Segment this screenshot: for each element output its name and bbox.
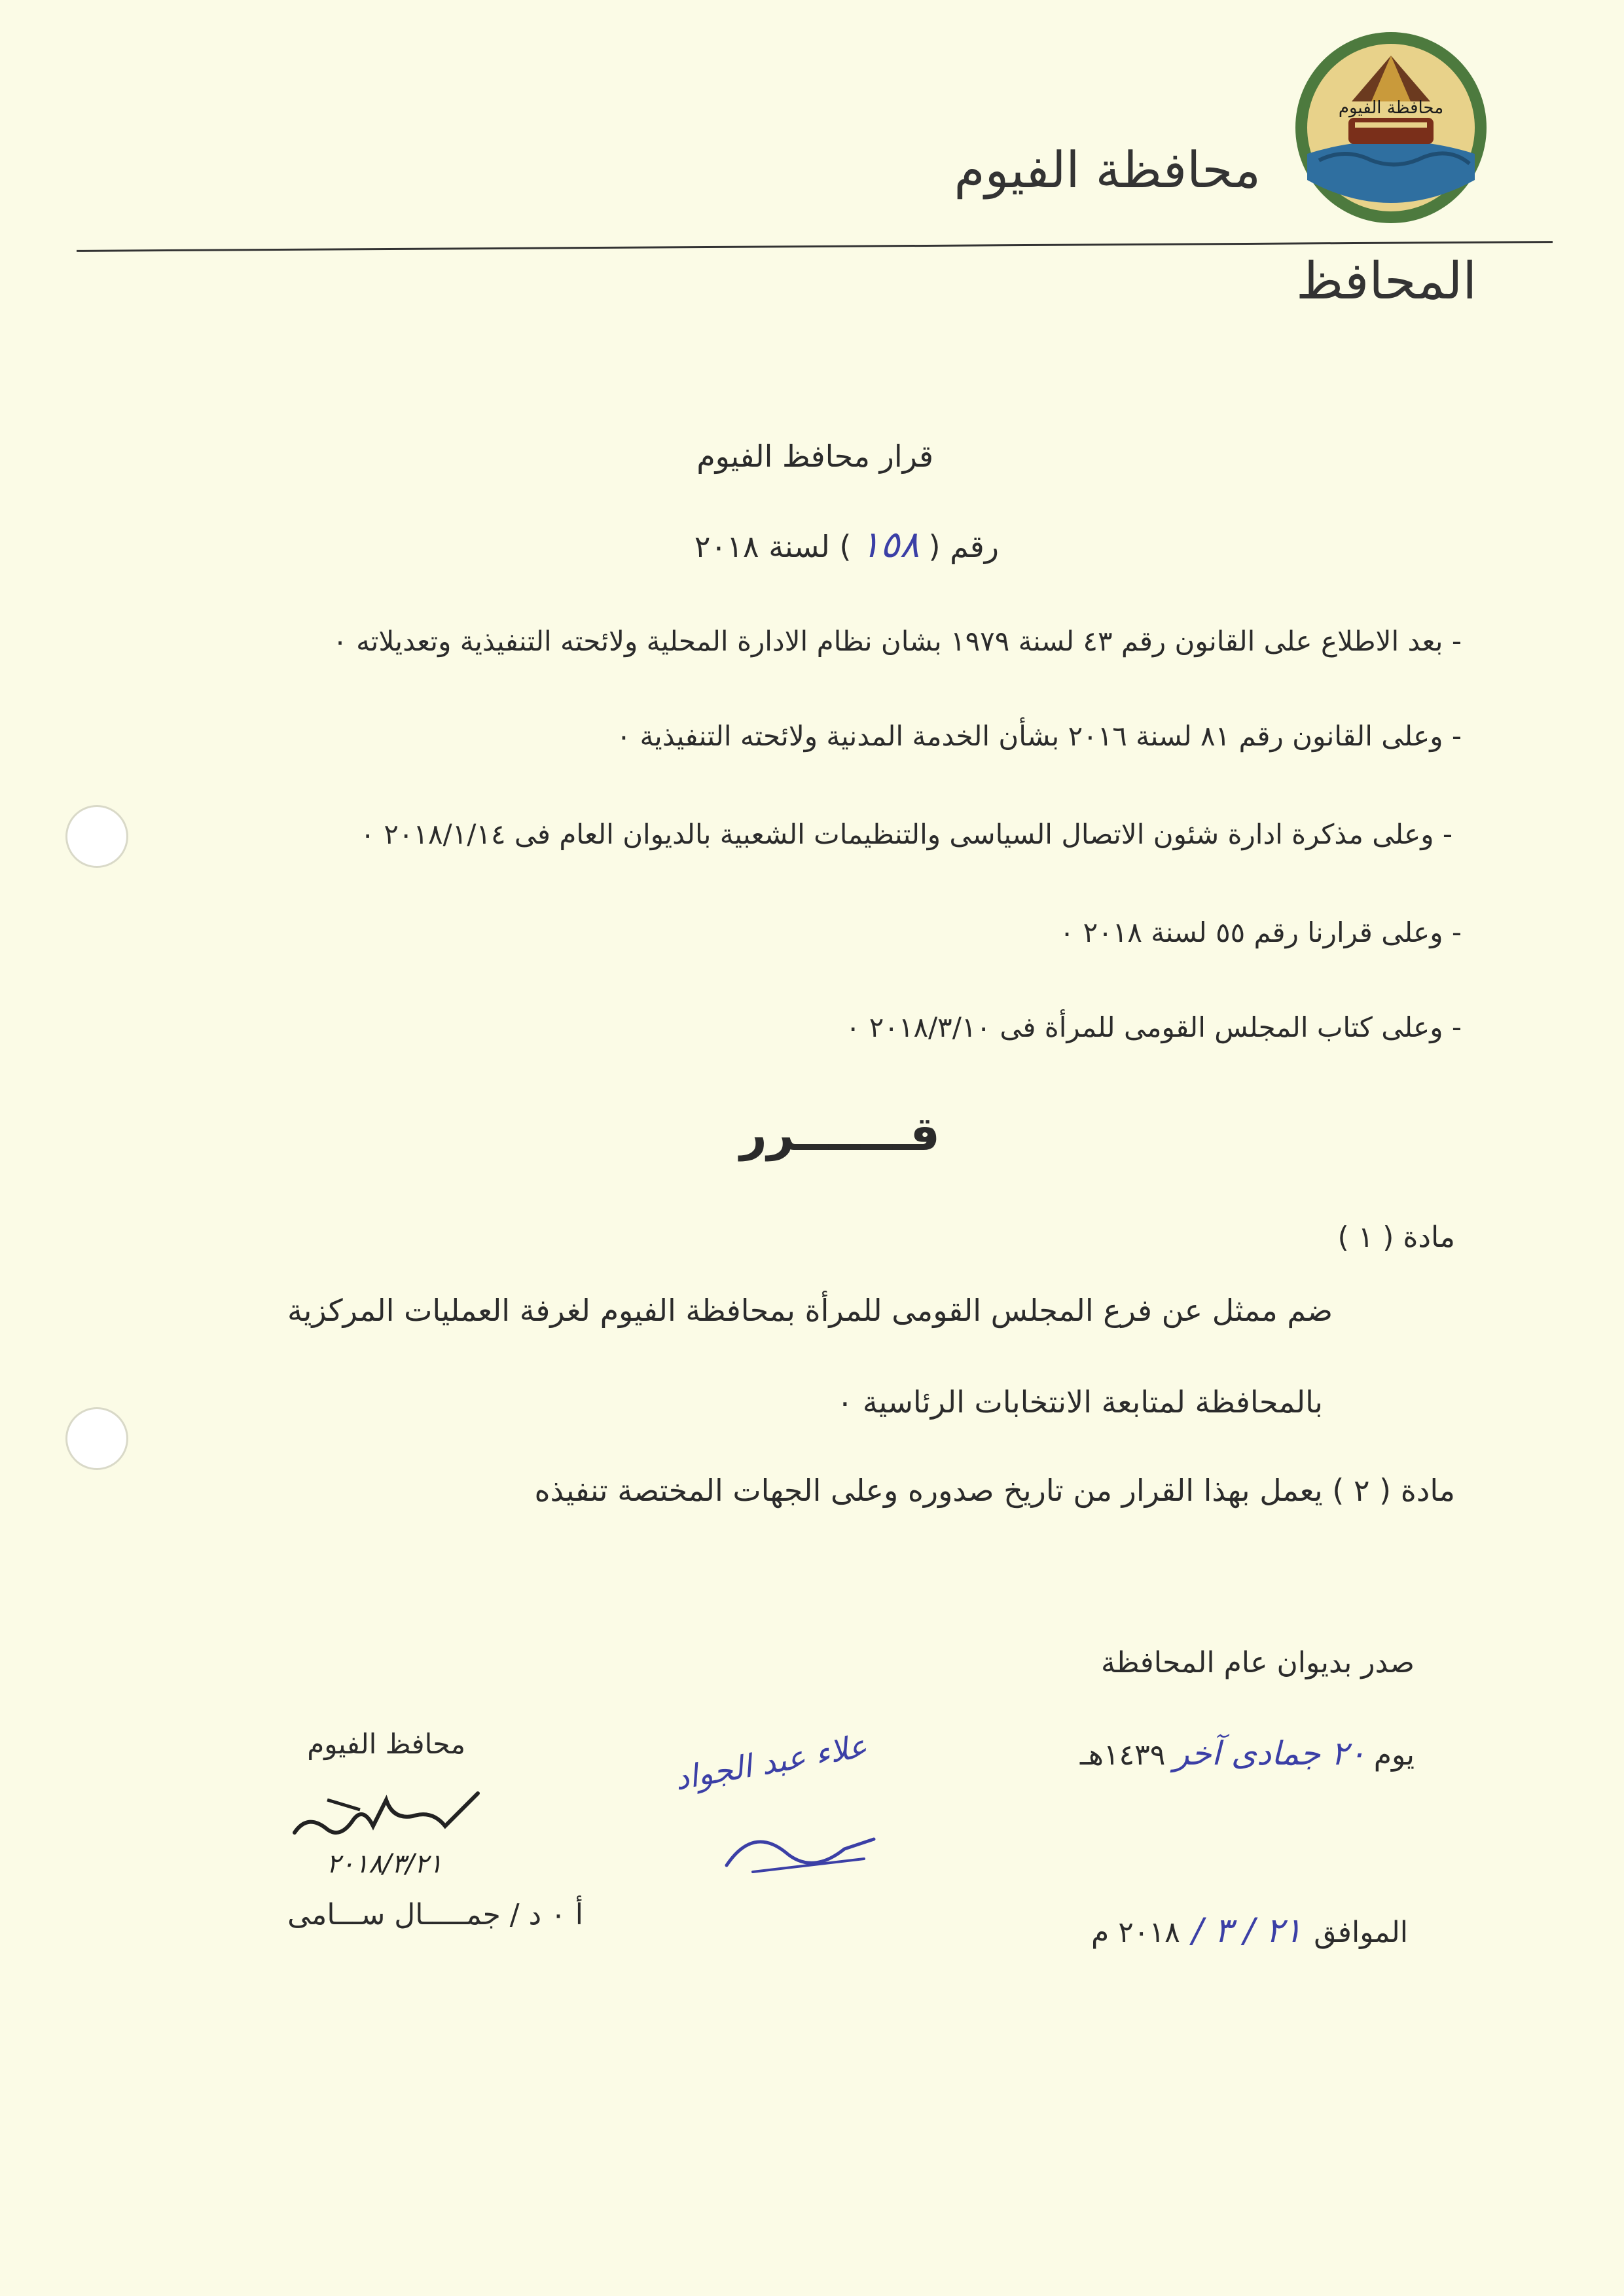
decree-number	[695, 524, 999, 566]
header-rule	[77, 241, 1553, 252]
reviewer-name-handwritten: علاء عبد الجواد	[672, 1727, 870, 1798]
punch-hole-top	[65, 805, 128, 868]
article-1-line-2: بالمحافظة لمتابعة الانتخابات الرئاسية ٠	[837, 1384, 1323, 1420]
governorate-name: محافظة الفيوم	[954, 141, 1261, 199]
office-title: المحافظ	[1296, 252, 1477, 311]
issued-greg-label: الموافق	[1314, 1916, 1408, 1949]
seal-text: محافظة الفيوم	[1338, 98, 1444, 118]
article-2: مادة ( ٢ ) يعمل بهذا القرار من تاريخ صدوره وعلى الجهات المختصة تنفيذه	[534, 1473, 1455, 1508]
decree-number-prefix: رقم (	[928, 529, 999, 564]
preamble-line-5: - وعلى كتاب المجلس القومى للمرأة فى ٢٠١٨/٣/١٠ ٠	[845, 1011, 1462, 1043]
issued-day-label: يوم	[1373, 1738, 1415, 1772]
issued-greg-handwritten: ٢١ / ٣ /	[1191, 1911, 1303, 1950]
signatory-name: أ ٠ د / جمـــــال ســـامى	[287, 1898, 583, 1931]
article-1-label: مادة ( ١ )	[1337, 1221, 1455, 1254]
preamble-line-3: - وعلى مذكرة ادارة شئون الاتصال السياسى والتنظيمات الشعبية بالديوان العام فى ٢٠١٨/١/١٤ ٠	[360, 818, 1453, 850]
decree-number-handwritten: ١٥٨	[860, 524, 920, 566]
decree-number-suffix: ) لسنة ٢٠١٨	[694, 529, 852, 564]
signature-date: ٢٠١٨/٣/٢١	[326, 1849, 442, 1879]
punch-hole-bottom	[65, 1407, 128, 1470]
governorate-seal	[1293, 29, 1489, 226]
issued-day-handwritten: ٢٠ جمادى آخر	[1173, 1734, 1366, 1772]
article-1-line-1: ضم ممثل عن فرع المجلس القومى للمرأة بمحافظة الفيوم لغرفة العمليات المركزية	[287, 1293, 1333, 1328]
issued-hijri-date	[1080, 1734, 1415, 1772]
preamble-line-4: - وعلى قرارنا رقم ٥٥ لسنة ٢٠١٨ ٠	[1059, 916, 1462, 948]
preamble-line-1: - بعد الاطلاع على القانون رقم ٤٣ لسنة ١٩٧٩ بشان نظام الادارة المحلية ولائحته التنفيذية وتعديلاته ٠	[333, 625, 1462, 657]
preamble-line-2: - وعلى القانون رقم ٨١ لسنة ٢٠١٦ بشأن الخدمة المدنية ولائحته التنفيذية ٠	[616, 720, 1462, 752]
reviewer-signature	[713, 1813, 884, 1885]
decree-title: قرار محافظ الفيوم	[696, 439, 933, 474]
issued-greg-date	[1091, 1911, 1408, 1950]
decision-heading: قـــــــرر	[740, 1106, 940, 1161]
issued-line: صدر بديوان عام المحافظة	[1100, 1646, 1415, 1679]
signatory-title: محافظ الفيوم	[307, 1728, 465, 1760]
issued-greg-year: ٢٠١٨ م	[1091, 1916, 1180, 1949]
issued-hijri-year: ١٤٣٩هـ	[1079, 1738, 1166, 1772]
